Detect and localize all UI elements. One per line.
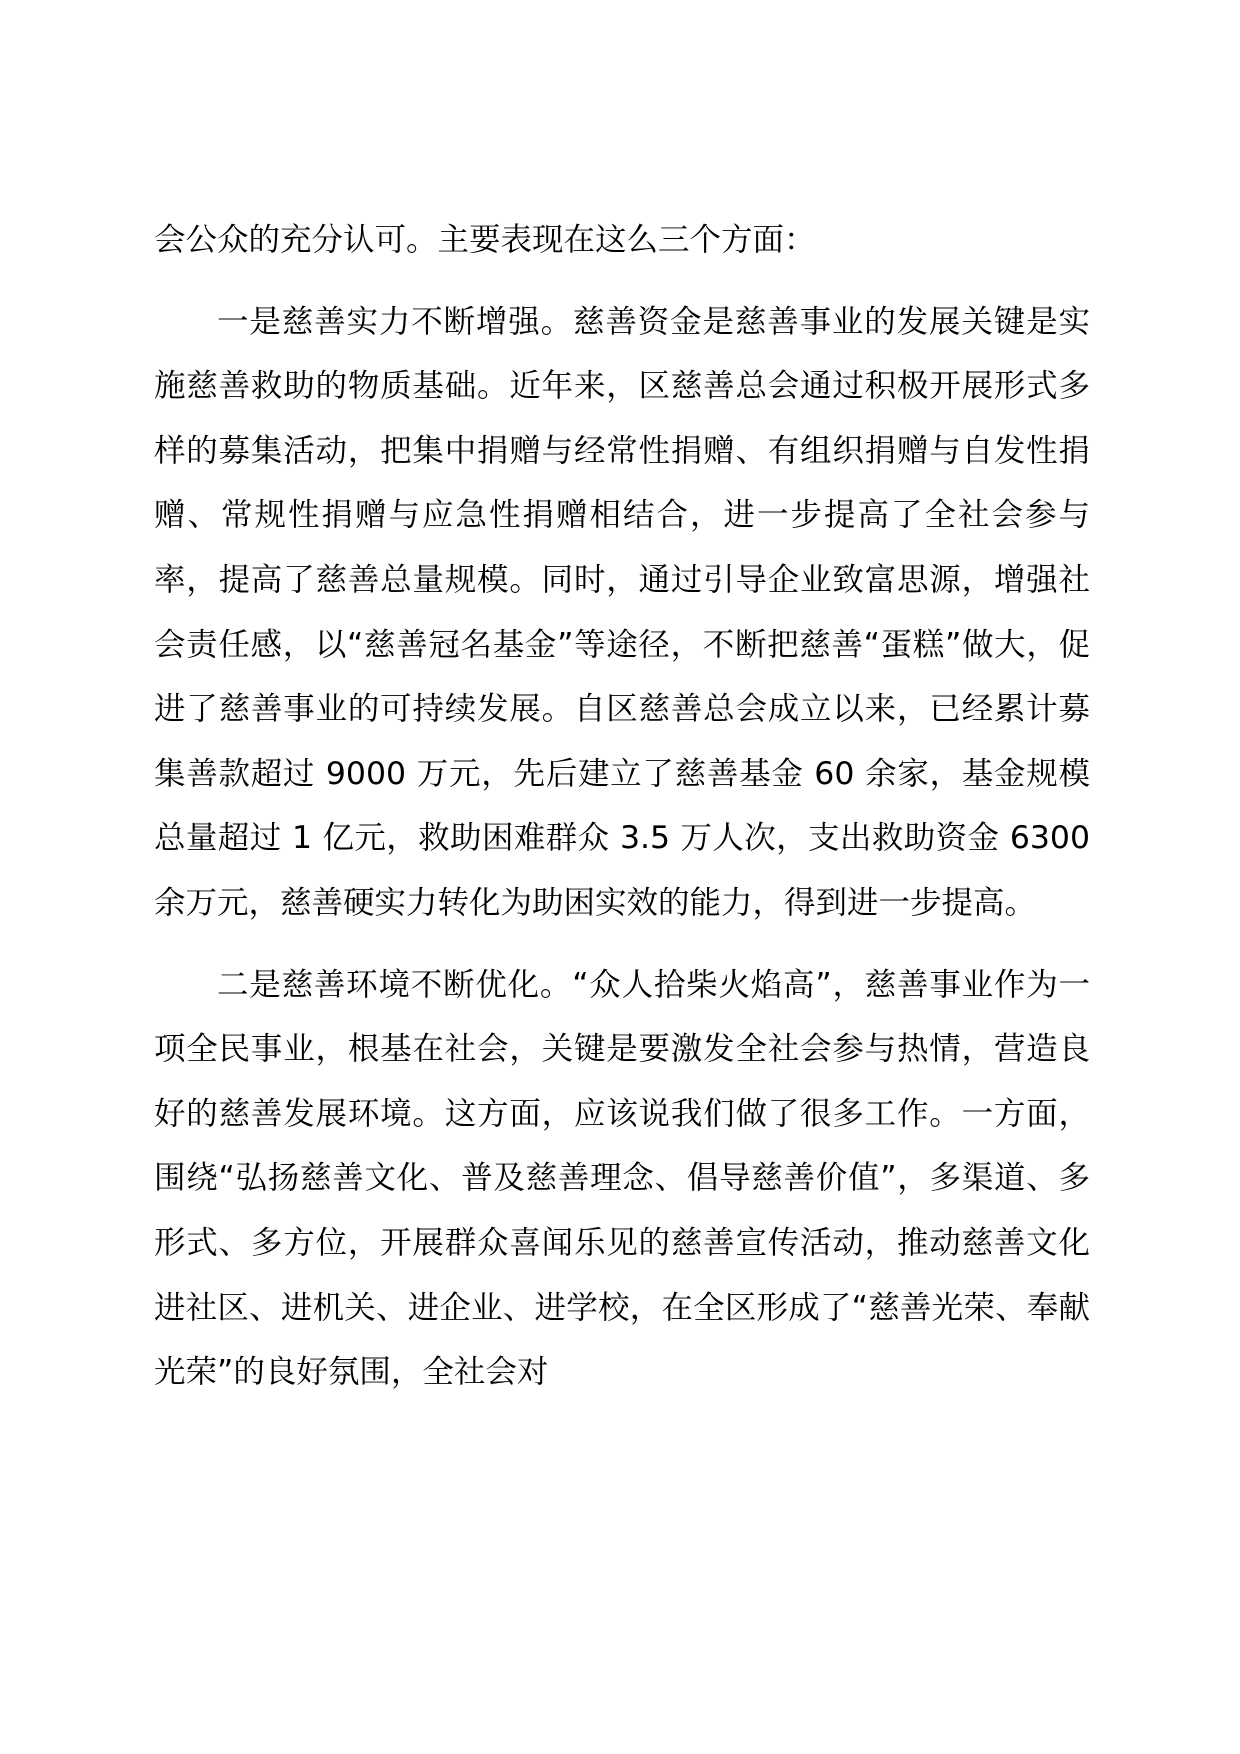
document-body — [154, 208, 1090, 1405]
paragraph-continuation: 会公众的充分认可。主要表现在这么三个方面： — [154, 222, 816, 258]
paragraph-charity-environment: 二是慈善环境不断优化。“众人拾柴火焰高”，慈善事业作为一项全民事业，根基在社会，关键是要激发全社会参与热情，营造良好的慈善发展环境。这方面，应该说我们做了很多工作。一方面，围绕“弘扬慈善文化、普及慈善理念、倡导慈善价值”，多渠道、多形式、多方位，开展群众喜闻乐见的慈善宣传活动，推动慈善文化进社区、进机关、进企业、进学校，在全区形成了“慈善光荣、奉献光荣”的良好氛围，全社会对 — [154, 966, 1090, 1391]
paragraph-charity-strength: 一是慈善实力不断增强。慈善资金是慈善事业的发展关键是实施慈善救助的物质基础。近年来，区慈善总会通过积极开展形式多样的募集活动，把集中捐赠与经常性捐赠、有组织捐赠与自发性捐赠、常规性捐赠与应急性捐赠相结合，进一步提高了全社会参与率，提高了慈善总量规模。同时，通过引导企业致富思源，增强社会责任感，以“慈善冠名基金”等途径，不断把慈善“蛋糕”做大，促进了慈善事业的可持续发展。自区慈善总会成立以来，已经累计募集善款超过 9000 万元，先后建立了慈善基金 60 余家，基金规模总量超过 1 亿元，救助困难群众 3.5 万人次，支出救助资金 6300 余万元，慈善硬实力转化为助困实效的能力，得到进一步提高。 — [154, 303, 1090, 921]
